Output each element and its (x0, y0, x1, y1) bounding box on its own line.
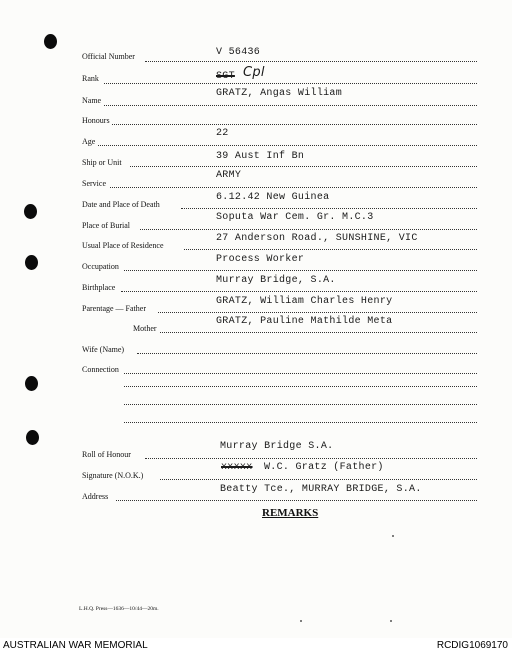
age-label: Age (82, 137, 96, 146)
rank-value: Cpl (243, 65, 265, 80)
signature-label: Signature (N.O.K.) (82, 471, 144, 480)
age-value: 22 (216, 128, 229, 139)
rank-struck-value: SGT (216, 71, 235, 82)
remarks-heading: REMARKS (262, 507, 319, 519)
mother-value: GRATZ, Pauline Mathilde Meta (216, 316, 393, 327)
ship-or-unit-value: 39 Aust Inf Bn (216, 151, 305, 162)
rank-label: Rank (82, 74, 99, 83)
roll-of-honour-value: Murray Bridge S.A. (220, 441, 334, 452)
place-of-burial-value: Soputa War Cem. Gr. M.C.3 (216, 212, 374, 223)
service-label: Service (82, 179, 106, 188)
usual-residence-label: Usual Place of Residence (82, 241, 164, 250)
connection-label: Connection (82, 365, 119, 374)
row-address (0, 484, 512, 506)
occupation-value: Process Worker (216, 254, 305, 265)
father-value: GRATZ, William Charles Henry (216, 296, 393, 307)
row-honours (0, 113, 512, 129)
service-value: ARMY (216, 170, 242, 181)
wife-label: Wife (Name) (82, 345, 125, 354)
row-signature (0, 462, 512, 485)
connection-line-4 (124, 422, 477, 423)
row-age (0, 128, 512, 151)
name-label: Name (82, 96, 102, 105)
father-label: Parentage — Father (82, 304, 146, 313)
row-official-number (0, 47, 512, 63)
row-rank (0, 65, 512, 85)
honours-label: Honours (82, 116, 110, 125)
ink-speck-3 (390, 620, 392, 622)
connection-line-2 (124, 386, 477, 387)
signature-value: W.C. Gratz (Father) (264, 462, 384, 473)
form-printer-code: L.H.Q. Press—1636—10/44—20m. (79, 606, 159, 612)
footer-bar (0, 638, 512, 654)
name-value: GRATZ, Angas William (216, 88, 343, 99)
address-value: Beatty Tce., MURRAY BRIDGE, S.A. (220, 484, 422, 495)
signature-struck-value: xxxxx (221, 462, 253, 473)
usual-residence-value: 27 Anderson Road., SUNSHINE, VIC (216, 233, 418, 244)
punch-hole-5 (26, 430, 39, 445)
row-name (0, 88, 512, 107)
connection-line-3 (124, 404, 477, 405)
footer-record-id: RCDIG1069170 (436, 640, 508, 651)
birthplace-value: Murray Bridge, S.A. (216, 275, 336, 286)
mother-label: Mother (133, 324, 157, 333)
official-number-label: Official Number (82, 52, 135, 61)
date-place-death-value: 6.12.42 New Guinea (216, 192, 330, 203)
ship-or-unit-label: Ship or Unit (82, 158, 122, 167)
place-of-burial-label: Place of Burial (82, 221, 130, 230)
row-mother (0, 316, 512, 341)
birthplace-label: Birthplace (82, 283, 116, 292)
official-number-value: V 56436 (216, 47, 261, 58)
row-ship-or-unit (0, 151, 512, 173)
date-place-death-label: Date and Place of Death (82, 200, 160, 209)
ink-speck-1 (392, 535, 394, 537)
row-wife (0, 346, 512, 362)
footer-institution: AUSTRALIAN WAR MEMORIAL (3, 640, 148, 651)
ink-speck-2 (300, 620, 302, 622)
address-label: Address (82, 492, 109, 501)
row-connection (0, 367, 512, 383)
row-roll-of-honour (0, 441, 512, 464)
roll-of-honour-label: Roll of Honour (82, 450, 131, 459)
occupation-label: Occupation (82, 262, 119, 271)
